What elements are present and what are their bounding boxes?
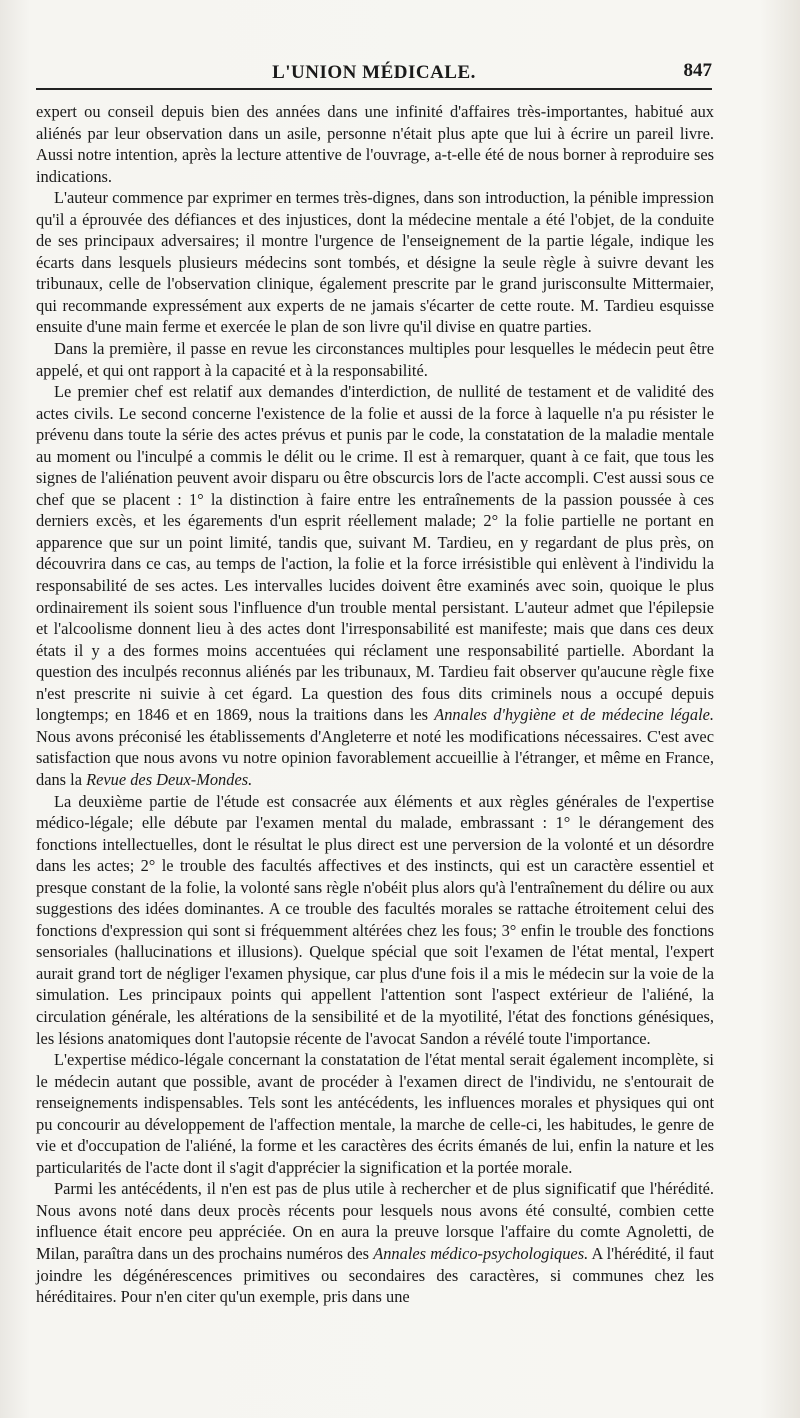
paragraph-expertise: L'expertise médico-légale concernant la constatation de l'état mental serait également incomplète, si le médecin autant que possible, avant de procéder à l'examen direct de l'individu, ne s'entourait de renseignements indispensables. Tels sont les antécédents, les influences morales et physiques qui ont pu concourir au développement de l'affection mentale, la marche de celle-ci, les habitudes, le genre de vie et d'occupation de l'aliéné, la forme et les caractères des écrits émanés de lui, enfin la nature et les particularités de l'acte dont il s'agit d'apprécier la signification et la portée morale. [36,1050,714,1177]
paragraph-first-chef: Le premier chef est relatif aux demandes d'interdiction, de nullité de testament et de validité des actes civils. Le second concerne l'existence de la folie et aussi de la force à laquelle n'a pu résister le prévenu dans toute la série des actes prévus et punis par le code, la constatation de la maladie mentale au moment ou l'inculpé a commis le délit ou le crime. Il est à remarquer, quant à ce fait, que tous les signes de l'aliénation peuvent avoir disparu ou être obscurcis lors de l'acte accompli. C'est aussi sous ce chef que se placent : 1° la distinction à faire entre les entraînements de la passion poussée à ces derniers excès, et les égarements d'un esprit réellement malade; 2° la folie partielle ne portant en apparence que sur un point limité, tandis que, suivant M. Tardieu, en y regardant de plus près, on découvrira dans ce cas, au temps de l'action, la folie et la force irrésistible qui enlèvent à l'individu la responsabilité de ses actes. Les intervalles lucides doivent être examinés avec soin, quoique le plus ordinairement ils soient sous l'influence d'un trouble mental persistant. L'auteur admet que l'épilepsie et l'alcoolisme donnent lieu à des actes dont l'irresponsabilité est manifeste; mais que dans ces deux états il y a des formes moins accentuées qui réclament une responsabilité partielle. Abordant la question des inculpés reconnus aliénés par les tribunaux, M. Tardieu fait observer qu'aucune règle fixe n'est prescrite ni suivie à cet égard. La question des fous dits criminels nous a occupé depuis longtemps; en 1846 et en 1869, nous la traitions dans les Annales d'hygiène et de médecine légale. Nous avons préconisé les établissements d'Angleterre et noté les modifications nécessaires. C'est avec satisfaction que nous avons vu notre opinion favorablement accueillie à l'étranger, et même en France, dans la Revue des Deux-Mondes. [36,382,714,789]
paragraph-first-part: Dans la première, il passe en revue les circonstances multiples pour lesquelles le médecin peut être appelé, et qui ont rapport à la capacité et à la responsabilité. [36,339,714,380]
page-header [36,58,712,88]
paragraph-continuation: expert ou conseil depuis bien des années dans une infinité d'affaires très-importantes, habitué aux aliénés par leur observation dans un asile, personne n'était plus apte que lui à écrire un pareil livre. Aussi notre intention, après la lecture attentive de l'ouvrage, a-t-elle été de nous borner à reproduire ses indications. [36,102,714,186]
running-title: L'UNION MÉDICALE. [272,62,476,83]
page-number: 847 [683,60,712,81]
header-rule [36,88,712,90]
paragraph-heredite: Parmi les antécédents, il n'en est pas de plus utile à rechercher et de plus significatif que l'hérédité. Nous avons noté dans deux procès récents pour lesquels nous avons été consulté, combien cette influence était encore peu appréciée. On en aura la preuve lorsque l'affaire du comte Agnoletti, de Milan, paraîtra dans un des prochains numéros des Annales médico-psychologiques. A l'hérédité, il faut joindre les dégénérescences primitives ou secondaires des caractères, si communes chez les héréditaires. Pour n'en citer qu'un exemple, pris dans une [36,1179,714,1307]
paragraph-introduction: L'auteur commence par exprimer en termes très-dignes, dans son introduction, la pénible impression qu'il a éprouvée des défiances et des injustices, dont la médecine mentale a été l'objet, de la conduite de ses principaux adversaires; il montre l'urgence de l'enseignement de la partie légale, indique les écarts dans lesquels plusieurs médecins sont tombés, et désigne la seule règle à suivre devant les tribunaux, celle de l'observation clinique, également prescrite par le grand jurisconsulte Mittermaier, qui recommande expressément aux experts de ne jamais s'écarter de cette route. M. Tardieu esquisse ensuite d'une main ferme et exercée le plan de son livre qu'il divise en quatre parties. [36,188,714,337]
journal-title-annales-medico-psychologiques: Annales médico-psychologiques. [373,1243,589,1263]
article-body [36,101,714,1308]
paragraph-second-part: La deuxième partie de l'étude est consacrée aux éléments et aux règles générales de l'expertise médico-légale; elle débute par l'examen mental du malade, embrassant : 1° le dérangement des fonctions intellectuelles, dont le résultat le plus direct est une perversion de la volonté et un désordre dans les actes; 2° le trouble des facultés affectives et des instincts, qui est un caractère essentiel et presque constant de la folie, la volonté sans règle n'obéit plus alors qu'à l'entraînement du délire ou aux suggestions des idées dominantes. A ce trouble des facultés morales se rattache étroitement celui des fonctions d'expression qui sont si fréquemment altérées chez les fous; 3° enfin le trouble des fonctions sensoriales (hallucinations et illusions). Quelque spécial que soit l'examen de l'état mental, l'expert aurait grand tort de négliger l'examen physique, car plus d'une fois il a mis le médecin sur la voie de la simulation. Les principaux points qui appellent l'attention sont l'aspect extérieur de l'aliéné, la circulation générale, les altérations de la sensibilité et de la myotilité, l'état des fonctions génésiques, les lésions anatomiques dont l'autopsie récente de l'avocat Sandon a révélé toute l'importance. [36,791,714,1048]
journal-title-revue-deux-mondes: Revue des Deux-Mondes. [86,769,253,789]
journal-title-annales-hygiene: Annales d'hygiène et de médecine légale. [434,705,714,725]
